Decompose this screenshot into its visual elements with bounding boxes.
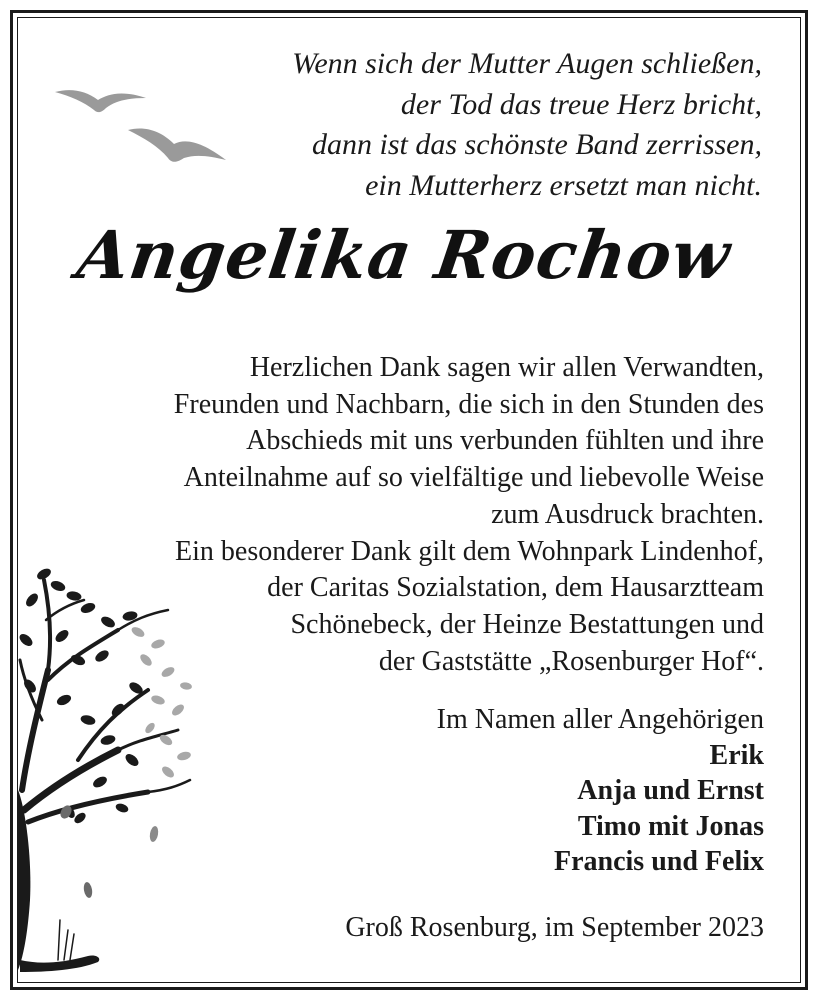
thanks-line: Freunden und Nachbarn, die sich in den Stunden des: [173, 388, 764, 420]
poem-line: Wenn sich der Mutter Augen schließen,: [292, 47, 762, 80]
memorial-poem: [202, 44, 762, 206]
family-member-name: Erik: [709, 739, 764, 771]
bird-icon: [55, 90, 146, 112]
thanks-line: Anteilnahme auf so vielfältige und liebevolle Weise: [183, 462, 764, 494]
thanks-line: der Caritas Sozialstation, dem Hausarztteam: [267, 572, 764, 604]
thanks-line: Schönebeck, der Heinze Bestattungen und: [290, 608, 764, 640]
poem-line: ein Mutterherz ersetzt man nicht.: [365, 168, 762, 202]
light-leaves: [130, 625, 193, 780]
family-member-name: Francis und Felix: [553, 846, 764, 877]
family-member-name: Anja und Ernst: [577, 775, 764, 806]
poem-line: dann ist das schönste Band zerrissen,: [312, 128, 762, 161]
thanks-line: Abschieds mit uns verbunden fühlten und ihre: [246, 425, 764, 457]
place-and-date: Groß Rosenburg, im September 2023: [345, 912, 764, 943]
poem-line: der Tod das treue Herz bricht,: [400, 87, 762, 121]
family-member-name: Timo mit Jonas: [577, 810, 764, 842]
thanks-line: zum Ausdruck brachten.: [491, 498, 764, 530]
family-signoff: [244, 702, 764, 880]
thanks-line: Herzlichen Dank sagen wir allen Verwandten,: [249, 352, 764, 383]
signoff-intro: Im Namen aller Angehörigen: [436, 704, 764, 735]
thanks-line: der Gaststätte „Rosenburger Hof“.: [378, 645, 764, 677]
thanks-line: Ein besonderer Dank gilt dem Wohnpark Lindenhof,: [175, 535, 764, 567]
tree-illustration: [18, 560, 198, 984]
deceased-name: Angelika Rochow: [72, 216, 736, 294]
